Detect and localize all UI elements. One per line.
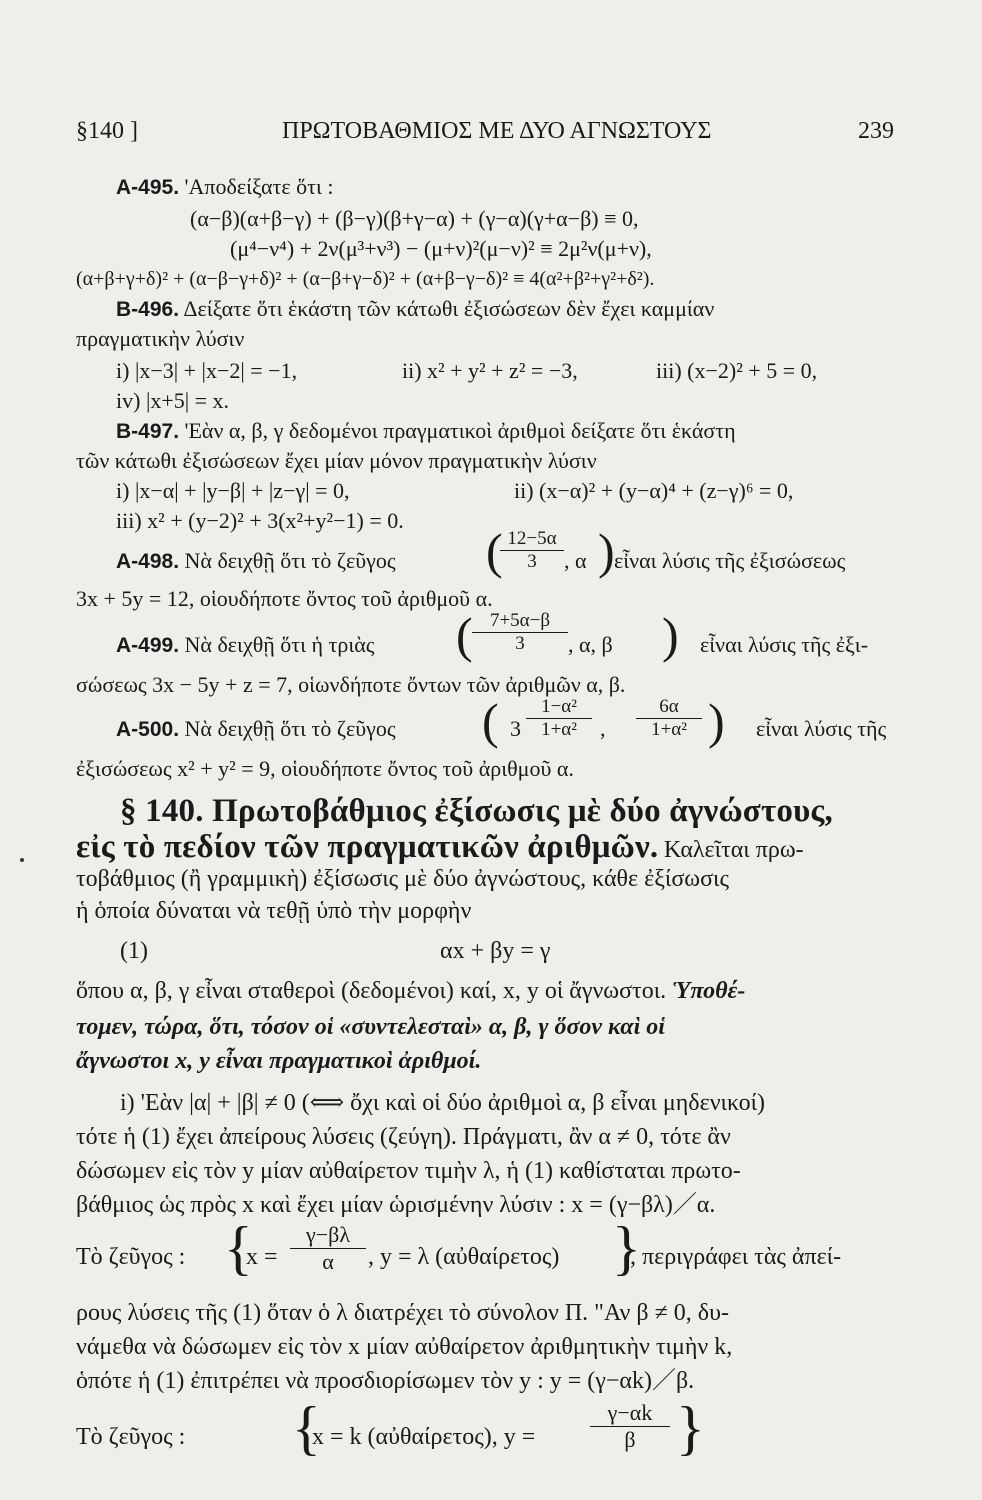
pair-x: x = — [246, 1244, 278, 1270]
emphasis-text: τομεν, τώρα, ὅτι, τόσον οἱ «συντελεσταὶ» α, β, γ ὅσον καὶ οἱ — [76, 1014, 665, 1040]
pair-label: Τὸ ζεῦγος : — [76, 1424, 186, 1450]
numerator: γ−βλ — [306, 1222, 350, 1247]
comma: , — [600, 716, 606, 741]
exercise-label: Α-498. — [116, 550, 180, 573]
denominator: 1+α² — [541, 719, 577, 740]
left-paren: ( — [482, 693, 499, 749]
equation-i: i) |x−α| + |y−β| + |z−γ| = 0, — [116, 478, 350, 503]
exercise-label: Α-495. — [116, 176, 180, 199]
right-brace: } — [676, 1395, 705, 1461]
left-brace: { — [292, 1395, 321, 1461]
exercise-label: Β-496. — [116, 298, 180, 321]
tuple-rest: , α — [564, 548, 587, 573]
denominator: β — [624, 1427, 636, 1452]
exercise-text: εἶναι λύσις τῆς ἐξισώσεως — [614, 548, 846, 573]
exercise-text: τῶν κάτωθι ἐξισώσεων ἔχει μίαν μόνον πραγματικὴν λύσιν — [76, 448, 597, 473]
equation-label: (1) — [120, 938, 148, 964]
left-brace: { — [224, 1215, 253, 1281]
section-title: § 140. Πρωτοβάθμιος ἐξίσωσις μὲ δύο ἀγνώστους, — [120, 793, 833, 829]
equation-iii: iii) (x−2)² + 5 = 0, — [656, 358, 818, 383]
equation-iv: iv) |x+5| = x. — [116, 388, 230, 413]
exercise-text: πραγματικὴν λύσιν — [76, 326, 245, 351]
exercise-a498-line — [116, 548, 396, 575]
exercise-text: Νὰ δειχθῇ ὅτι ἡ τριὰς — [184, 632, 375, 657]
exercise-text: σώσεως 3x − 5y + z = 7, οἱωνδήποτε ὄντων τῶν ἀριθμῶν α, β. — [76, 672, 626, 697]
right-paren: ) — [708, 693, 725, 749]
paragraph-text: i) 'Εὰν |α| + |β| ≠ 0 (⟺ ὄχι καὶ οἱ δύο ἀριθμοὶ α, β εἶναι μηδενικοί) — [120, 1090, 766, 1116]
exercise-a500-line — [116, 716, 396, 743]
right-paren: ) — [598, 523, 615, 579]
header-title: ΠΡΩΤΟΒΑΘΜΙΟΣ ΜΕ ΔΥΟ ΑΓΝΩΣΤΟΥΣ — [282, 118, 712, 144]
paragraph-text: , περιγράφει τὰς ἀπεί- — [630, 1244, 842, 1270]
numerator: γ−αk — [607, 1400, 653, 1425]
identity-2: (μ⁴−ν⁴) + 2ν(μ³+ν³) − (μ+ν)²(μ−ν)² ≡ 2μ²ν(μ+ν), — [230, 236, 652, 261]
paragraph-text: τοβάθμιος (ἢ γραμμικὴ) ἐξίσωσις μὲ δύο ἀγνώστους, κάθε ἐξίσωσις — [76, 866, 729, 892]
exercise-text: 3x + 5y = 12, οἱουδήποτε ὄντος τοῦ ἀριθμοῦ α. — [76, 586, 493, 611]
denominator: 3 — [515, 633, 525, 654]
coefficient: 3 — [510, 716, 521, 741]
denominator: 1+α² — [651, 719, 687, 740]
exercise-a499-line — [116, 632, 375, 659]
left-paren: ( — [486, 523, 503, 579]
paragraph-text: Καλεῖται πρω- — [663, 837, 804, 863]
exercise-b496-line — [116, 296, 714, 323]
paragraph-text: τότε ἡ (1) ἔχει ἀπείρους λύσεις (ζεύγη). Πράγματι, ἂν α ≠ 0, τότε ἂν — [76, 1124, 731, 1150]
exercise-text: ἐξισώσεως x² + y² = 9, οἱουδήποτε ὄντος τοῦ ἀριθμοῦ α. — [76, 756, 574, 781]
fraction — [526, 696, 592, 741]
fraction — [636, 696, 702, 741]
numerator: 12−5α — [507, 528, 557, 549]
section-title-line2 — [76, 828, 804, 866]
section-title: εἰς τὸ πεδίον τῶν πραγματικῶν ἀριθμῶν. — [76, 829, 659, 865]
exercise-label: Α-499. — [116, 634, 180, 657]
denominator: α — [322, 1249, 334, 1274]
denominator: 3 — [527, 551, 537, 572]
paragraph-text: ὅπου α, β, γ εἶναι σταθεροὶ (δεδομένοι) καί, x, y οἱ ἄγνωστοι. — [76, 978, 667, 1004]
page-number: 239 — [858, 118, 894, 144]
exercise-text: Νὰ δειχθῇ ὅτι τὸ ζεῦγος — [184, 716, 396, 741]
fraction — [290, 1222, 366, 1275]
equation-ii: ii) (x−α)² + (y−α)⁴ + (z−γ)⁶ = 0, — [514, 478, 794, 503]
tuple-rest: , α, β — [568, 632, 613, 657]
margin-dot — [20, 858, 24, 862]
fraction — [590, 1400, 670, 1453]
paragraph-line — [76, 978, 745, 1004]
right-paren: ) — [662, 607, 679, 663]
fraction — [500, 528, 564, 573]
pair-label: Τὸ ζεῦγος : — [76, 1244, 186, 1270]
paragraph-text: ὁπότε ἡ (1) ἐπιτρέπει νὰ προσδιορίσωμεν τὸν y : y = (γ−αk)／β. — [76, 1368, 695, 1394]
exercise-label: Β-497. — [116, 420, 180, 443]
fraction — [472, 610, 568, 655]
exercise-label: Α-500. — [116, 718, 180, 741]
header-section-ref: §140 ] — [76, 118, 138, 144]
equation-i: i) |x−3| + |x−2| = −1, — [116, 358, 298, 383]
paragraph-text: δώσωμεν εἰς τὸν y μίαν αὐθαίρετον τιμὴν λ, ἡ (1) καθίσταται πρωτο- — [76, 1158, 741, 1184]
main-equation: αx + βy = γ — [440, 938, 551, 964]
exercise-text: 'Αποδείξατε ὅτι : — [184, 174, 334, 199]
equation-iii: iii) x² + (y−2)² + 3(x²+y²−1) = 0. — [116, 508, 404, 533]
numerator: 1−α² — [541, 696, 577, 717]
exercise-text: Νὰ δειχθῇ ὅτι τὸ ζεῦγος — [184, 548, 396, 573]
numerator: 6α — [659, 696, 679, 717]
paragraph-text: ρους λύσεις τῆς (1) ὅταν ὁ λ διατρέχει τὸ σύνολον Π. "Αν β ≠ 0, δυ- — [76, 1300, 729, 1326]
identity-3: (α+β+γ+δ)² + (α−β−γ+δ)² + (α−β+γ−δ)² + (α+β−γ−δ)² ≡ 4(α²+β²+γ²+δ²). — [76, 268, 655, 290]
right-brace: } — [612, 1215, 641, 1281]
exercise-a495-line — [116, 174, 333, 201]
paragraph-text: βάθμιος ὡς πρὸς x καὶ ἔχει μίαν ὡρισμένην λύσιν : x = (γ−βλ)／α. — [76, 1192, 716, 1218]
exercise-b497-line — [116, 418, 736, 445]
emphasis-text: Ὑποθέ- — [672, 978, 746, 1004]
left-paren: ( — [456, 607, 473, 663]
paragraph-text: νάμεθα νὰ δώσωμεν εἰς τὸν x μίαν αὐθαίρετον ἀριθμητικὴν τιμὴν k, — [76, 1334, 733, 1360]
equation-ii: ii) x² + y² + z² = −3, — [402, 358, 578, 383]
paragraph-text: ἡ ὁποία δύναται νὰ τεθῇ ὑπὸ τὴν μορφὴν — [76, 898, 472, 924]
exercise-text: εἶναι λύσις τῆς ἐξι- — [700, 632, 869, 657]
identity-1: (α−β)(α+β−γ) + (β−γ)(β+γ−α) + (γ−α)(γ+α−β) ≡ 0, — [190, 206, 639, 231]
exercise-text: εἶναι λύσις τῆς — [756, 716, 887, 741]
pair-x: x = k (αὐθαίρετος), y = — [312, 1424, 536, 1450]
exercise-text: Δείξατε ὅτι ἑκάστη τῶν κάτωθι ἐξισώσεων δὲν ἔχει καμμίαν — [183, 296, 715, 321]
numerator: 7+5α−β — [489, 610, 551, 631]
exercise-text: 'Εὰν α, β, γ δεδομένοι πραγματικοὶ ἀριθμοὶ δείξατε ὅτι ἑκάστη — [184, 418, 736, 443]
pair-y: , y = λ (αὐθαίρετος) — [368, 1244, 560, 1270]
emphasis-text: ἄγνωστοι x, y εἶναι πραγματικοὶ ἀριθμοί. — [76, 1048, 482, 1074]
